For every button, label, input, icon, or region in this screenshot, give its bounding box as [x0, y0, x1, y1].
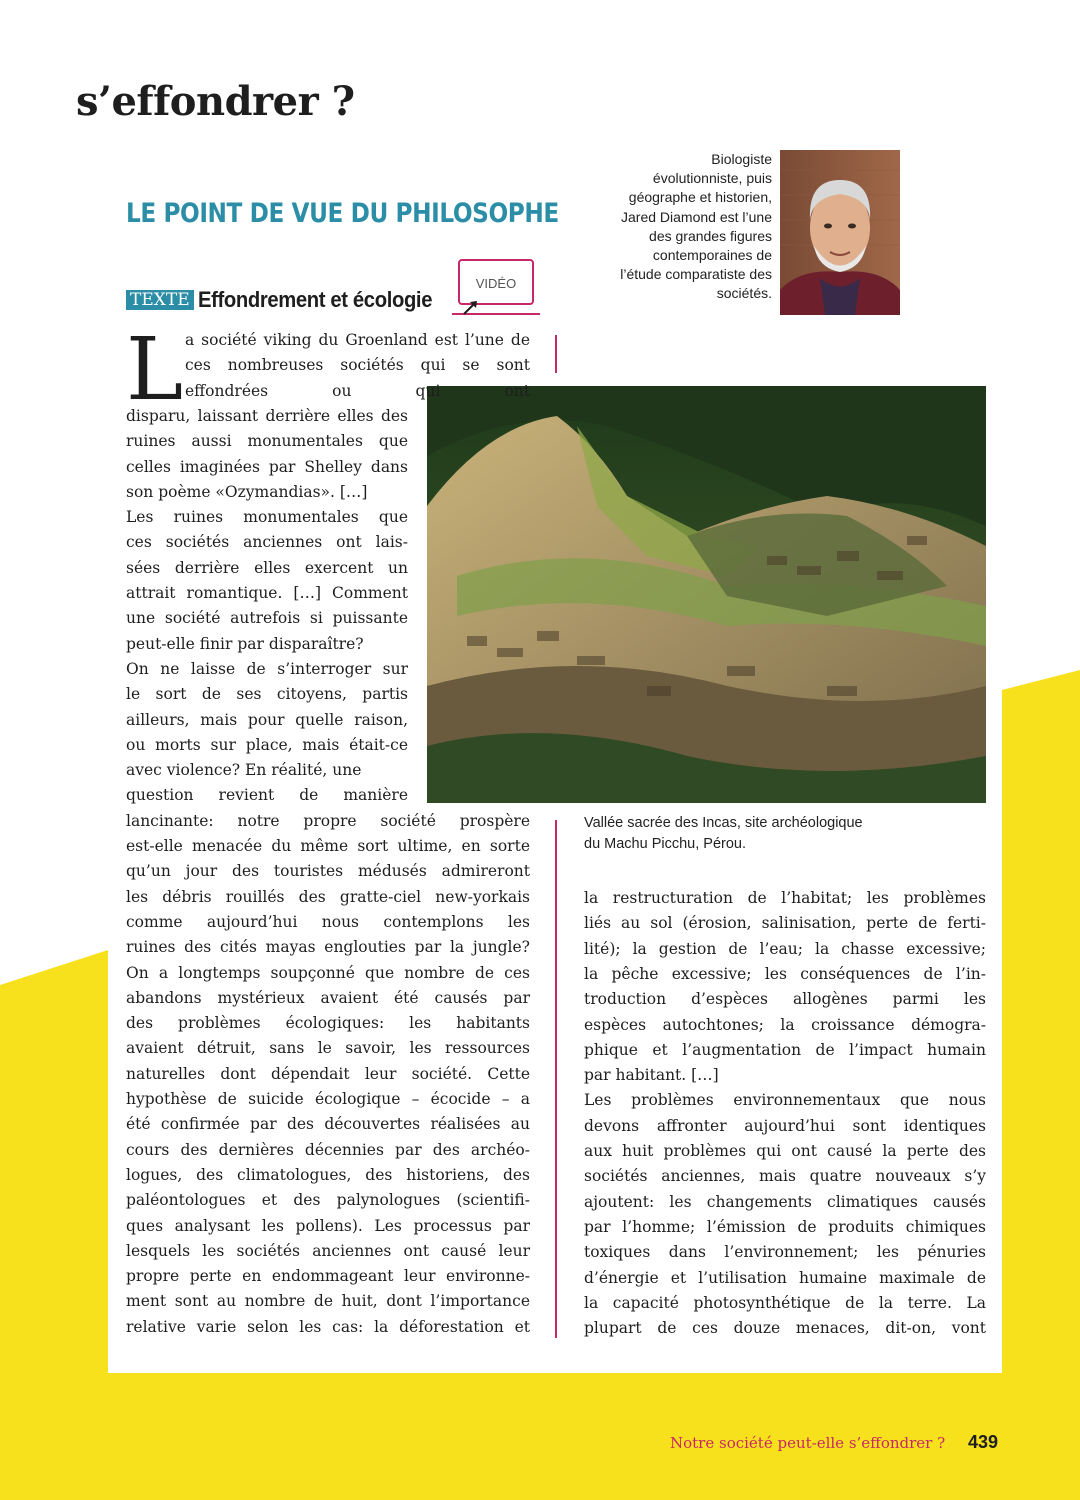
left_column-line: paléontologues et des palynologues (scientifi- — [126, 1191, 530, 1210]
left_column-line: avec violence? En réalité, une — [126, 761, 362, 780]
left_column-line: a société viking du Groenland est l’une de — [185, 331, 530, 349]
photo-caption — [584, 813, 914, 855]
author-bio: Biologiste évolutionniste, puis géographe et historien, Jared Diamond est l’une des grandes figures contemporaines de l’étude comparatiste des sociétés. — [620, 151, 772, 302]
left_column-line: été confirmée par des découvertes réalisées au — [126, 1115, 530, 1134]
left_column-line: ces sociétés anciennes ont lais- — [126, 533, 408, 552]
right_column-line: ajoutent: les changements climatiques causés — [584, 1192, 986, 1211]
machu-picchu-photo — [427, 386, 986, 803]
left_column-line: relative varie selon les cas: la déforestation et — [126, 1317, 530, 1336]
section-title: LE POINT DE VUE DU PHILOSOPHE — [126, 198, 559, 229]
left_column-line: cours des dernières décennies par des archéo- — [126, 1140, 530, 1159]
left_column-line: ruines des cités mayas englouties par la jungle? — [126, 938, 530, 957]
texte-badge: TEXTE — [126, 290, 194, 310]
right_column-line: la capacité photosynthétique de la terre. La — [584, 1293, 986, 1312]
right_column-line: aux huit problèmes qui ont causé la perte des — [584, 1142, 986, 1160]
left_column-line: qu’un jour des touristes médusés admireront — [126, 862, 530, 881]
right_column-line: troduction d’espèces allogènes parmi les — [584, 990, 986, 1009]
caption-line: du Machu Picchu, Pérou. — [584, 836, 747, 852]
left_column-line: On ne laisse de s’interroger sur — [126, 659, 408, 678]
left_column-line: disparu, laissant derrière elles des — [126, 406, 408, 425]
right_column-line: liés au sol (érosion, salinisation, perte de ferti- — [584, 914, 986, 933]
left_column-line: lesquels les sociétés anciennes ont causé leur — [126, 1241, 530, 1260]
caption-line: Vallée sacrée des Incas, site archéologique — [584, 815, 863, 831]
right_column-line: plupart de ces douze menaces, dit-on, vont — [584, 1319, 986, 1338]
text-title: Effondrement et écologie — [197, 287, 432, 312]
footer-title: Notre société peut-elle s’effondrer ? — [670, 1434, 946, 1452]
left_column-line: abandons mystérieux avaient été causés par — [126, 988, 530, 1007]
right_column-line: Les problèmes environnementaux que nous — [584, 1091, 986, 1110]
left_column-line: On a longtemps soupçonné que nombre de ces — [126, 963, 530, 982]
column-rule-bottom — [555, 820, 557, 1338]
left_column-line: ou morts sur place, mais était-ce — [126, 735, 408, 754]
left_column-line: ailleurs, mais pour quelle raison, — [126, 710, 408, 729]
left_column-line: est-elle menacée du même sort ultime, en sorte — [126, 837, 530, 855]
left_column-line: ces nombreuses sociétés qui se sont — [185, 356, 530, 375]
left_column-line: ment sont au nombre de huit, dont l’importance — [126, 1292, 530, 1311]
left_column-line: hypothèse de suicide écologique – écocide – a — [126, 1090, 530, 1108]
right_column-line: la pêche excessive; les conséquences de l’in- — [584, 964, 986, 983]
right_column-line: phique et l’augmentation de l’impact humain — [584, 1040, 986, 1059]
left_column-line: une société autrefois si puissante — [126, 609, 408, 628]
left_column-line: peut-elle finir par disparaître? — [126, 634, 364, 653]
left_column-line: sées derrière elles exercent un — [126, 558, 408, 577]
left_column-line: naturelles dont dépendait leur société. Cette — [126, 1064, 530, 1083]
left_column-line: les débris rouillés des gratte-ciel new-yorkais — [126, 887, 530, 906]
right_column-line: la restructuration de l’habitat; les problèmes — [584, 889, 986, 907]
column-rule-top — [555, 335, 557, 373]
video-button[interactable]: VIDÉO — [458, 259, 534, 305]
drop-cap: L — [126, 320, 184, 420]
left_column-line: celles imaginées par Shelley dans — [126, 457, 408, 476]
left_column-line: le sort de ses citoyens, partis — [126, 685, 408, 704]
left_column-line: Les ruines monumentales que — [126, 508, 408, 527]
left_column-line: attrait romantique. […] Comment — [126, 584, 408, 602]
right_column-line: toxiques dans l’environnement; les pénuries — [584, 1243, 986, 1262]
left_column-line: propre perte en endommageant leur environne- — [126, 1267, 530, 1286]
left_column-line: ques analysant les pollens). Les processus par — [126, 1216, 530, 1235]
right_column-line: d’énergie et l’utilisation humaine maximale de — [584, 1268, 986, 1287]
cursor-icon — [462, 298, 480, 316]
left_column-line: effondrées ou qui ont — [185, 381, 530, 400]
page-number: 439 — [968, 1432, 999, 1452]
left_column-line: lancinante: notre propre société prospère — [126, 811, 530, 830]
left_column-line: comme aujourd’hui nous contemplons les — [126, 912, 530, 931]
author-portrait — [780, 150, 900, 315]
right_column-line: par l’homme; l’émission de produits chimiques — [584, 1217, 986, 1236]
left_column-line: des problèmes écologiques: les habitants — [126, 1014, 530, 1033]
left_column-line: question revient de manière — [126, 786, 408, 805]
right_column-line: espèces autochtones; la croissance démogra- — [584, 1015, 986, 1034]
right_column-line: devons affronter aujourd’hui sont identiques — [584, 1116, 986, 1135]
right_column-line: sociétés anciennes, mais quatre nouveaux s’y — [584, 1167, 986, 1186]
text-header — [126, 287, 452, 313]
right_column-line: lité); la gestion de l’eau; la chasse excessive; — [584, 939, 986, 958]
right_column-line: par habitant. […] — [584, 1066, 719, 1085]
left_column-line: son poème «Ozymandias». […] — [126, 482, 368, 501]
left_column-line: logues, des climatologues, des historiens, des — [126, 1165, 530, 1184]
left_column-line: avaient détruit, sans le savoir, les ressources — [126, 1039, 530, 1058]
left_column-line: ruines aussi monumentales que — [126, 432, 408, 451]
page-title: s’effondrer ? — [76, 78, 355, 125]
